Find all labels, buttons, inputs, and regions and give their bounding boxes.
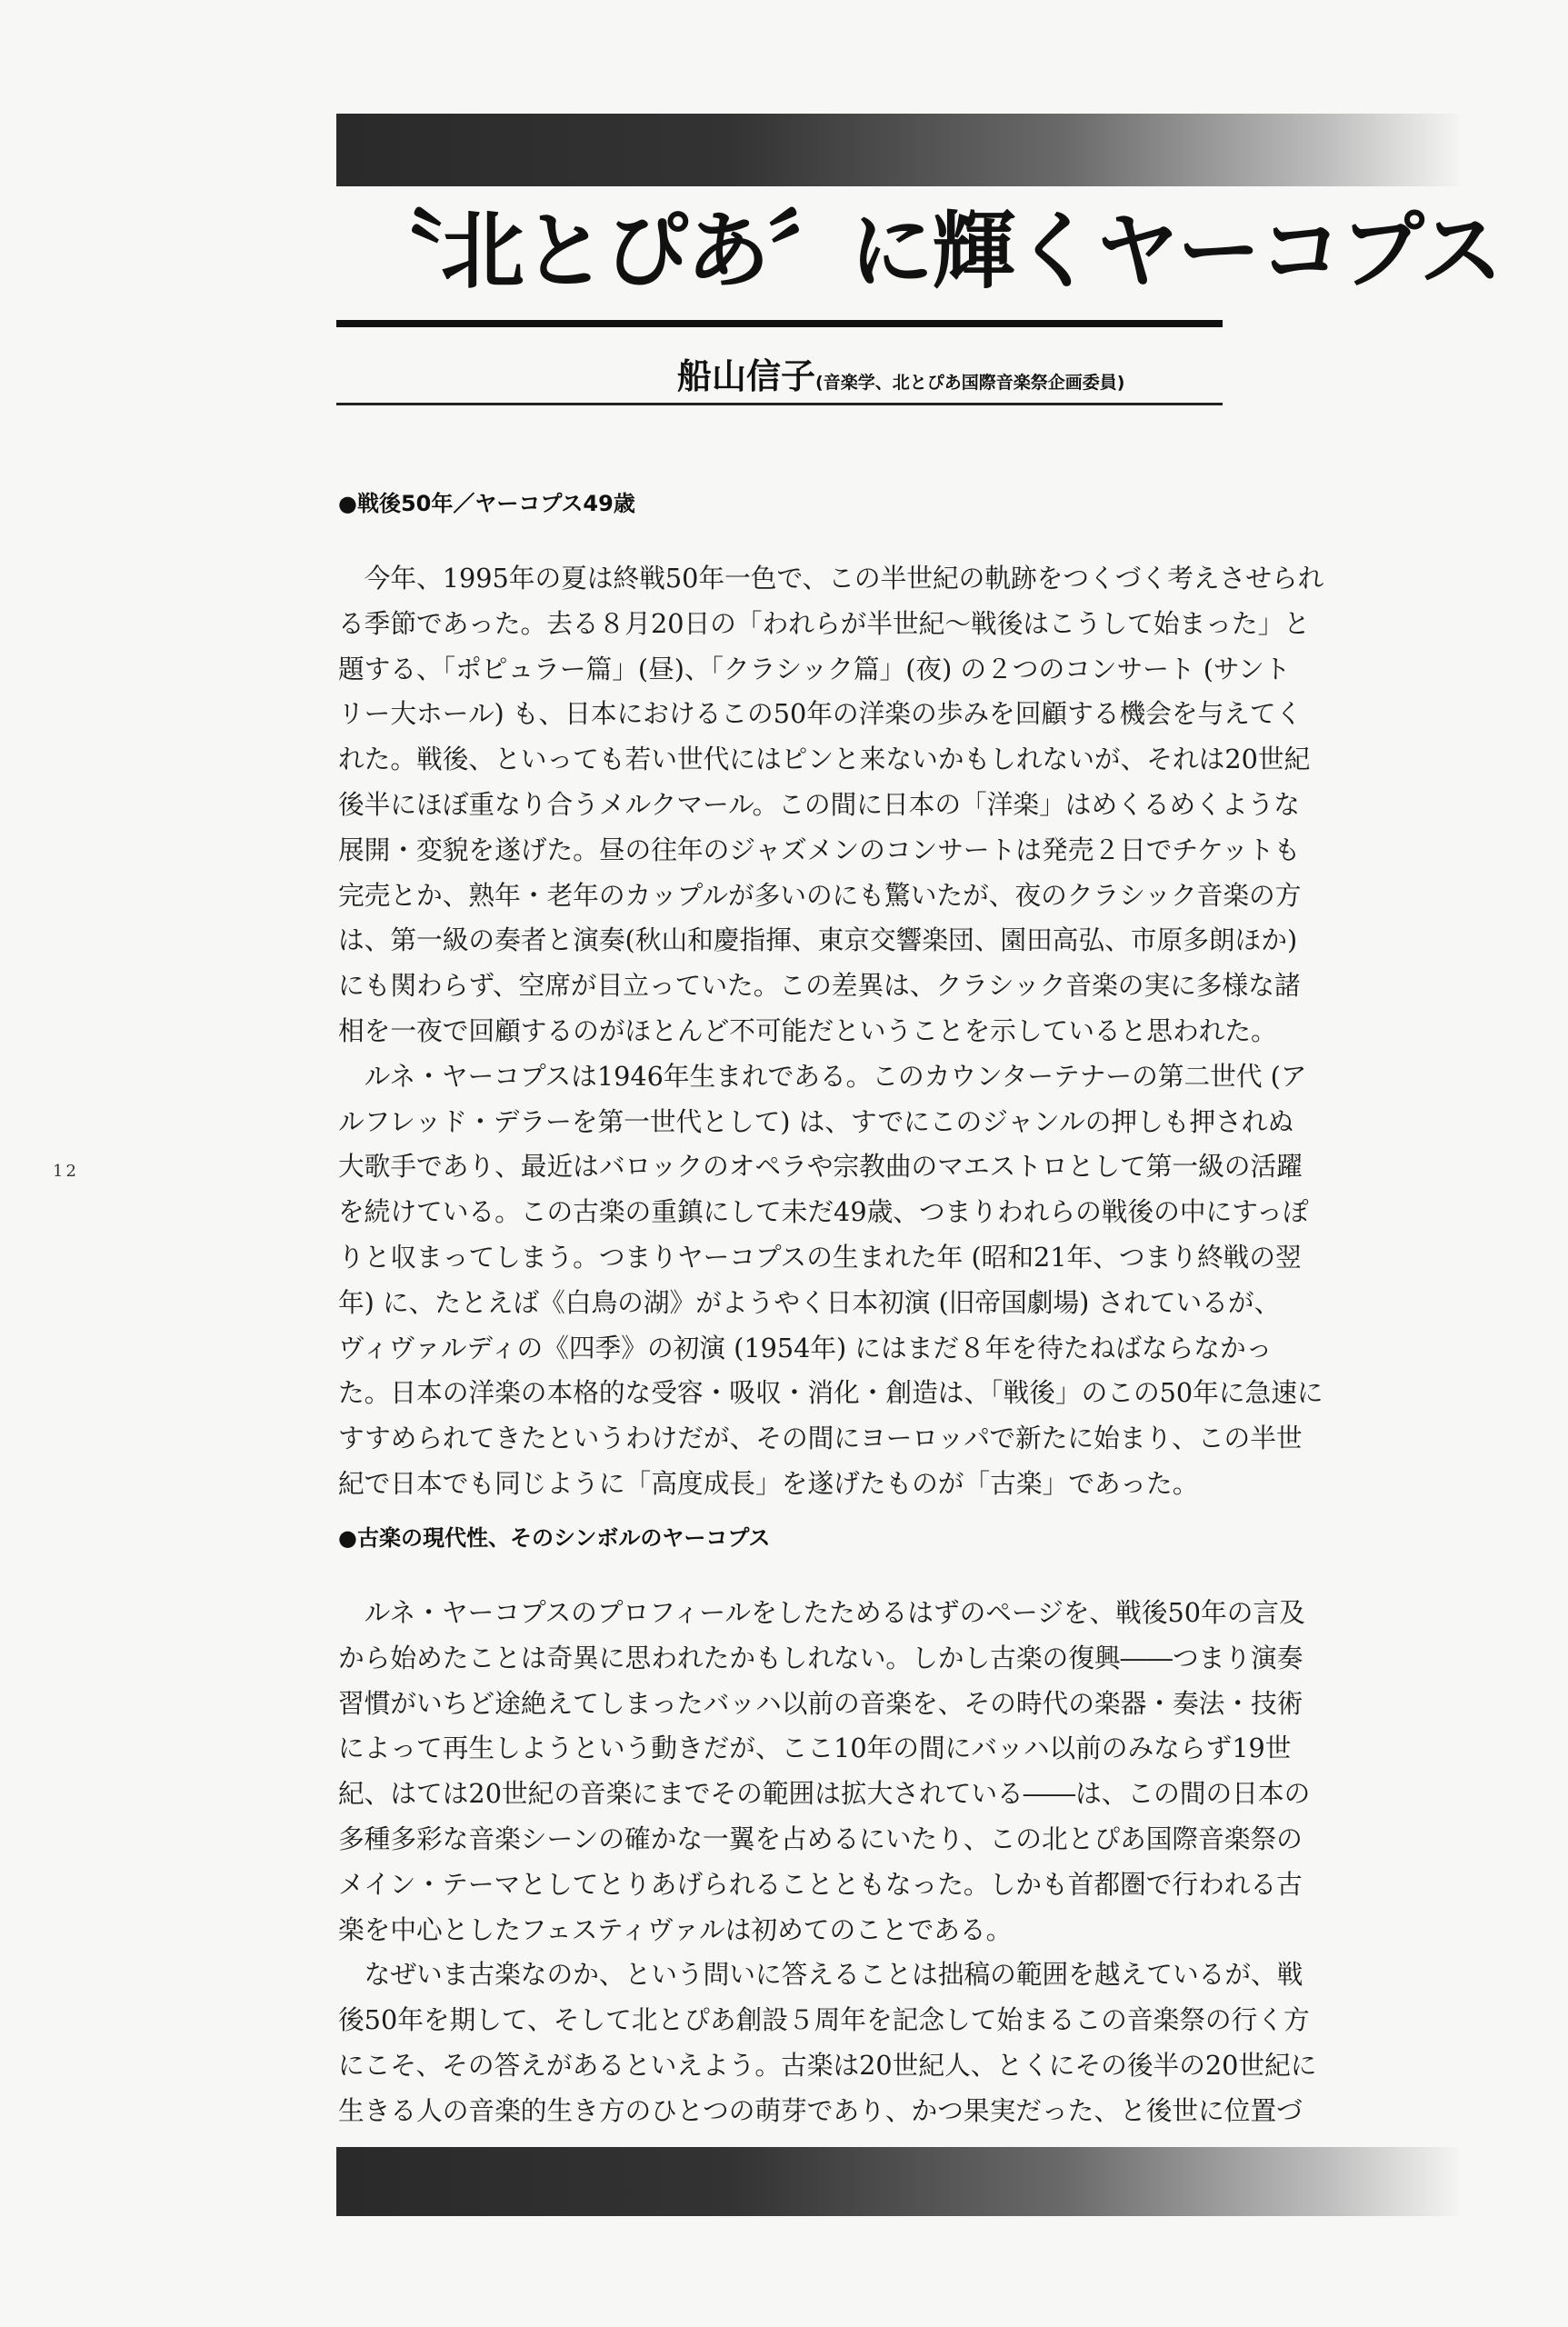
text-line: 習慣がいちど途絶えてしまったバッハ以前の音楽を、その時代の楽器・奏法・技術 (338, 1687, 1303, 1719)
text-line: から始めたことは奇異に思われたかもしれない。しかし古楽の復興――つまり演奏 (338, 1642, 1303, 1673)
byline (677, 348, 1124, 394)
text-line: る季節であった。去る８月20日の「われらが半世紀～戦後はこうして始まった」と (338, 607, 1310, 639)
text-line: ヴィヴァルディの《四季》の初演 (1954年) にはまだ８年を待たねばならなかっ (338, 1332, 1273, 1363)
text-line: 多種多彩な音楽シーンの確かな一翼を占めるにいたり、この北とぴあ国際音楽祭の (338, 1823, 1303, 1854)
text-line: にも関わらず、空席が目立っていた。この差異は、クラシック音楽の実に多様な諸 (338, 970, 1301, 1002)
title-underline (336, 320, 1223, 327)
section-body-1 (338, 556, 1324, 1507)
article-title: 〝北とぴあ〞に輝くヤーコプス (359, 203, 1502, 300)
section-heading-1: ●戦後50年／ヤーコプス49歳 (338, 491, 635, 516)
text-line: 題する、「ポピュラー篇」(昼)、「クラシック篇」(夜) の２つのコンサート (サント (338, 653, 1291, 684)
text-line: 完売とか、熟年・老年のカップルが多いのにも驚いたが、夜のクラシック音楽の方 (338, 879, 1302, 911)
page-number: 12 (53, 1162, 79, 1181)
text-line: 後半にほぼ重なり合うメルクマール。この間に日本の「洋楽」はめくるめくような (338, 788, 1300, 820)
text-line: 大歌手であり、最近はバロックのオペラや宗教曲のマエストロとして第一級の活躍 (338, 1151, 1303, 1183)
footer-gradient-bar (336, 2147, 1459, 2216)
text-line: りと収まってしまう。つまりヤーコプスの生まれた年 (昭和21年、つまり終戦の翌 (338, 1241, 1302, 1273)
text-line: メイン・テーマとしてとりあげられることともなった。しかも首都圏で行われる古 (338, 1868, 1303, 1900)
text-line: にこそ、その答えがあるといえよう。古楽は20世紀人、とくにその後半の20世紀に (338, 2049, 1317, 2081)
text-line: 展開・変貌を遂げた。昼の往年のジャズメンのコンサートは発売２日でチケットも (338, 834, 1301, 865)
author-affiliation: (音楽学、北とぴあ国際音楽祭企画委員) (815, 373, 1125, 393)
text-line: 紀、はては20世紀の音楽にまでその範囲は拡大されている――は、この間の日本の (338, 1778, 1311, 1810)
text-line: は、第一級の奏者と演奏(秋山和慶指揮、東京交響楽団、園田高弘、市原多朗ほか) (338, 924, 1298, 956)
text-line: を続けている。この古楽の重鎮にして未だ49歳、つまりわれらの戦後の中にすっぽ (338, 1196, 1309, 1228)
text-line: た。日本の洋楽の本格的な受容・吸収・消化・創造は、「戦後」のこの50年に急速に (338, 1377, 1323, 1409)
text-line: すすめられてきたというわけだが、その間にヨーロッパで新たに始まり、この半世 (338, 1423, 1303, 1454)
text-line: なぜいま古楽なのか、という問いに答えることは拙稿の範囲を越えているが、戦 (338, 1959, 1303, 1991)
text-line: ルフレッド・デラーを第一世代として) は、すでにこのジャンルの押しも押されぬ (338, 1105, 1294, 1137)
header-gradient-bar (336, 114, 1459, 186)
section-heading-2: ●古楽の現代性、そのシンボルのヤーコプス (338, 1525, 771, 1551)
text-line: 楽を中心としたフェスティヴァルは初めてのことである。 (338, 1913, 1013, 1945)
text-line: 今年、1995年の夏は終戦50年一色で、この半世紀の軌跡をつくづく考えさせられ (338, 563, 1324, 594)
text-line: リー大ホール) も、日本におけるこの50年の洋楽の歩みを回顧する機会を与えてく (338, 698, 1303, 730)
section-body-2 (338, 1591, 1317, 2134)
text-line: ルネ・ヤーコプスのプロフィールをしたためるはずのページを、戦後50年の言及 (338, 1597, 1305, 1628)
text-line: 年) に、たとえば《白鳥の湖》がようやく日本初演 (旧帝国劇場) されているが、 (338, 1286, 1281, 1318)
byline-underline (336, 403, 1223, 405)
text-line: 相を一夜で回顧するのがほとんど不可能だということを示していると思われた。 (338, 1014, 1277, 1046)
text-line: 後50年を期して、そして北とぴあ創設５周年を記念して始まるこの音楽祭の行く方 (338, 2004, 1310, 2036)
text-line: 紀で日本でも同じように「高度成長」を遂げたものが「古楽」であった。 (338, 1467, 1199, 1499)
text-line: 生きる人の音楽的生き方のひとつの萌芽であり、かつ果実だった、と後世に位置づ (338, 2094, 1303, 2126)
author-name: 船山信子 (677, 356, 816, 396)
text-line: によって再生しようという動きだが、ここ10年の間にバッハ以前のみならず19世 (338, 1733, 1292, 1764)
text-line: れた。戦後、といっても若い世代にはピンと来ないかもしれないが、それは20世紀 (338, 744, 1311, 775)
text-line: ルネ・ヤーコプスは1946年生まれである。このカウンターテナーの第二世代 (ア (338, 1060, 1307, 1092)
